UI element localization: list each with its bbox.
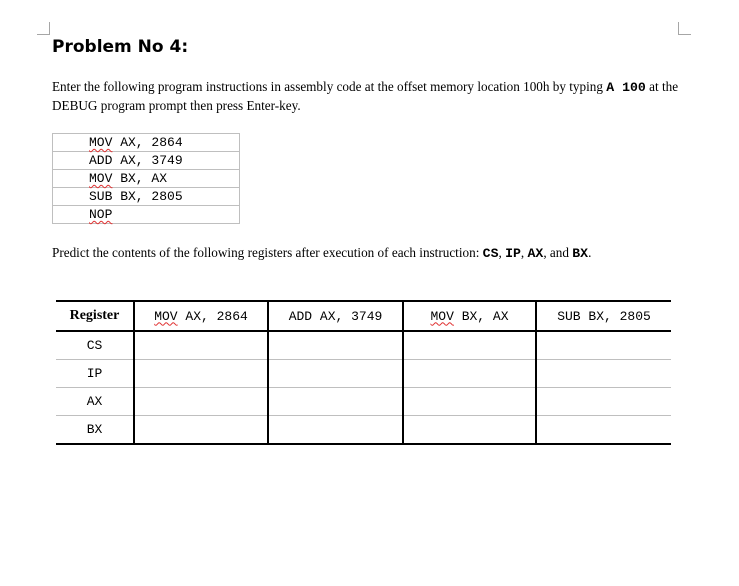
table-row xyxy=(56,331,671,360)
table-row xyxy=(56,360,671,388)
question-paragraph xyxy=(52,244,692,263)
answer-cell[interactable] xyxy=(403,360,536,388)
question-text: Predict the contents of the following registers after execution of each instruction: xyxy=(52,245,483,260)
answer-cell[interactable] xyxy=(268,388,403,416)
header-operands: BX, 2805 xyxy=(580,308,651,324)
page-corner-mark-top-right xyxy=(678,22,691,35)
answer-cell[interactable] xyxy=(403,331,536,360)
answer-cell[interactable] xyxy=(536,331,671,360)
problem-title: Problem No 4: xyxy=(52,37,189,57)
row-label-bx: BX xyxy=(56,416,134,445)
code-opcode: ADD xyxy=(89,153,113,168)
table-row xyxy=(56,388,671,416)
answer-cell[interactable] xyxy=(536,416,671,445)
code-operands: AX, 3749 xyxy=(112,153,183,168)
answer-cell[interactable] xyxy=(403,388,536,416)
row-label-cs: CS xyxy=(56,331,134,360)
code-line xyxy=(53,188,239,206)
code-opcode: MOV xyxy=(89,171,113,186)
header-operands: BX, AX xyxy=(453,308,509,324)
header-register: Register xyxy=(56,301,134,331)
answer-cell[interactable] xyxy=(403,416,536,445)
code-line xyxy=(53,170,239,188)
answer-cell[interactable] xyxy=(134,331,268,360)
register-ip-ref: IP xyxy=(505,246,521,261)
answer-cell[interactable] xyxy=(268,331,403,360)
answer-cell[interactable] xyxy=(536,360,671,388)
code-opcode: SUB xyxy=(89,189,113,204)
instruction-text-after: at the DEBUG program prompt then press Enter-key. xyxy=(52,79,679,113)
answer-cell[interactable] xyxy=(134,360,268,388)
code-operands: AX, 2864 xyxy=(112,135,183,150)
question-sep: , xyxy=(520,245,528,260)
header-instruction xyxy=(536,301,671,331)
code-listing xyxy=(52,133,240,224)
register-ax-ref: AX xyxy=(527,246,544,261)
question-end: . xyxy=(588,245,592,260)
header-opcode: MOV xyxy=(430,308,454,324)
header-operands: AX, 3749 xyxy=(312,308,383,324)
code-operands: BX, 2805 xyxy=(112,189,183,204)
answer-cell[interactable] xyxy=(134,388,268,416)
answer-cell[interactable] xyxy=(536,388,671,416)
header-operands: AX, 2864 xyxy=(177,308,248,324)
page-corner-mark-top-left xyxy=(37,22,50,35)
header-instruction xyxy=(134,301,268,331)
instruction-text-before: Enter the following program instructions in assembly code at the offset memory location 100h by typing xyxy=(52,79,607,94)
header-opcode: SUB xyxy=(557,308,581,324)
answer-cell[interactable] xyxy=(268,416,403,445)
header-opcode: MOV xyxy=(154,308,178,324)
register-bx-ref: BX xyxy=(572,246,589,261)
debug-command: A 100 xyxy=(606,80,646,95)
code-operands: BX, AX xyxy=(112,171,168,186)
code-line xyxy=(53,152,239,170)
header-instruction xyxy=(268,301,403,331)
question-sep: , and xyxy=(543,245,573,260)
question-sep: , xyxy=(498,245,506,260)
table-header-row xyxy=(56,301,671,331)
answer-cell[interactable] xyxy=(268,360,403,388)
row-label-ip: IP xyxy=(56,360,134,388)
header-instruction xyxy=(403,301,536,331)
row-label-ax: AX xyxy=(56,388,134,416)
header-opcode: ADD xyxy=(288,308,313,324)
register-table xyxy=(56,300,671,445)
code-opcode: NOP xyxy=(89,207,113,222)
code-line xyxy=(53,134,239,152)
instruction-paragraph xyxy=(52,78,692,115)
register-cs-ref: CS xyxy=(482,246,499,261)
table-row xyxy=(56,416,671,445)
code-line xyxy=(53,206,239,224)
answer-cell[interactable] xyxy=(134,416,268,445)
code-opcode: MOV xyxy=(89,135,113,150)
